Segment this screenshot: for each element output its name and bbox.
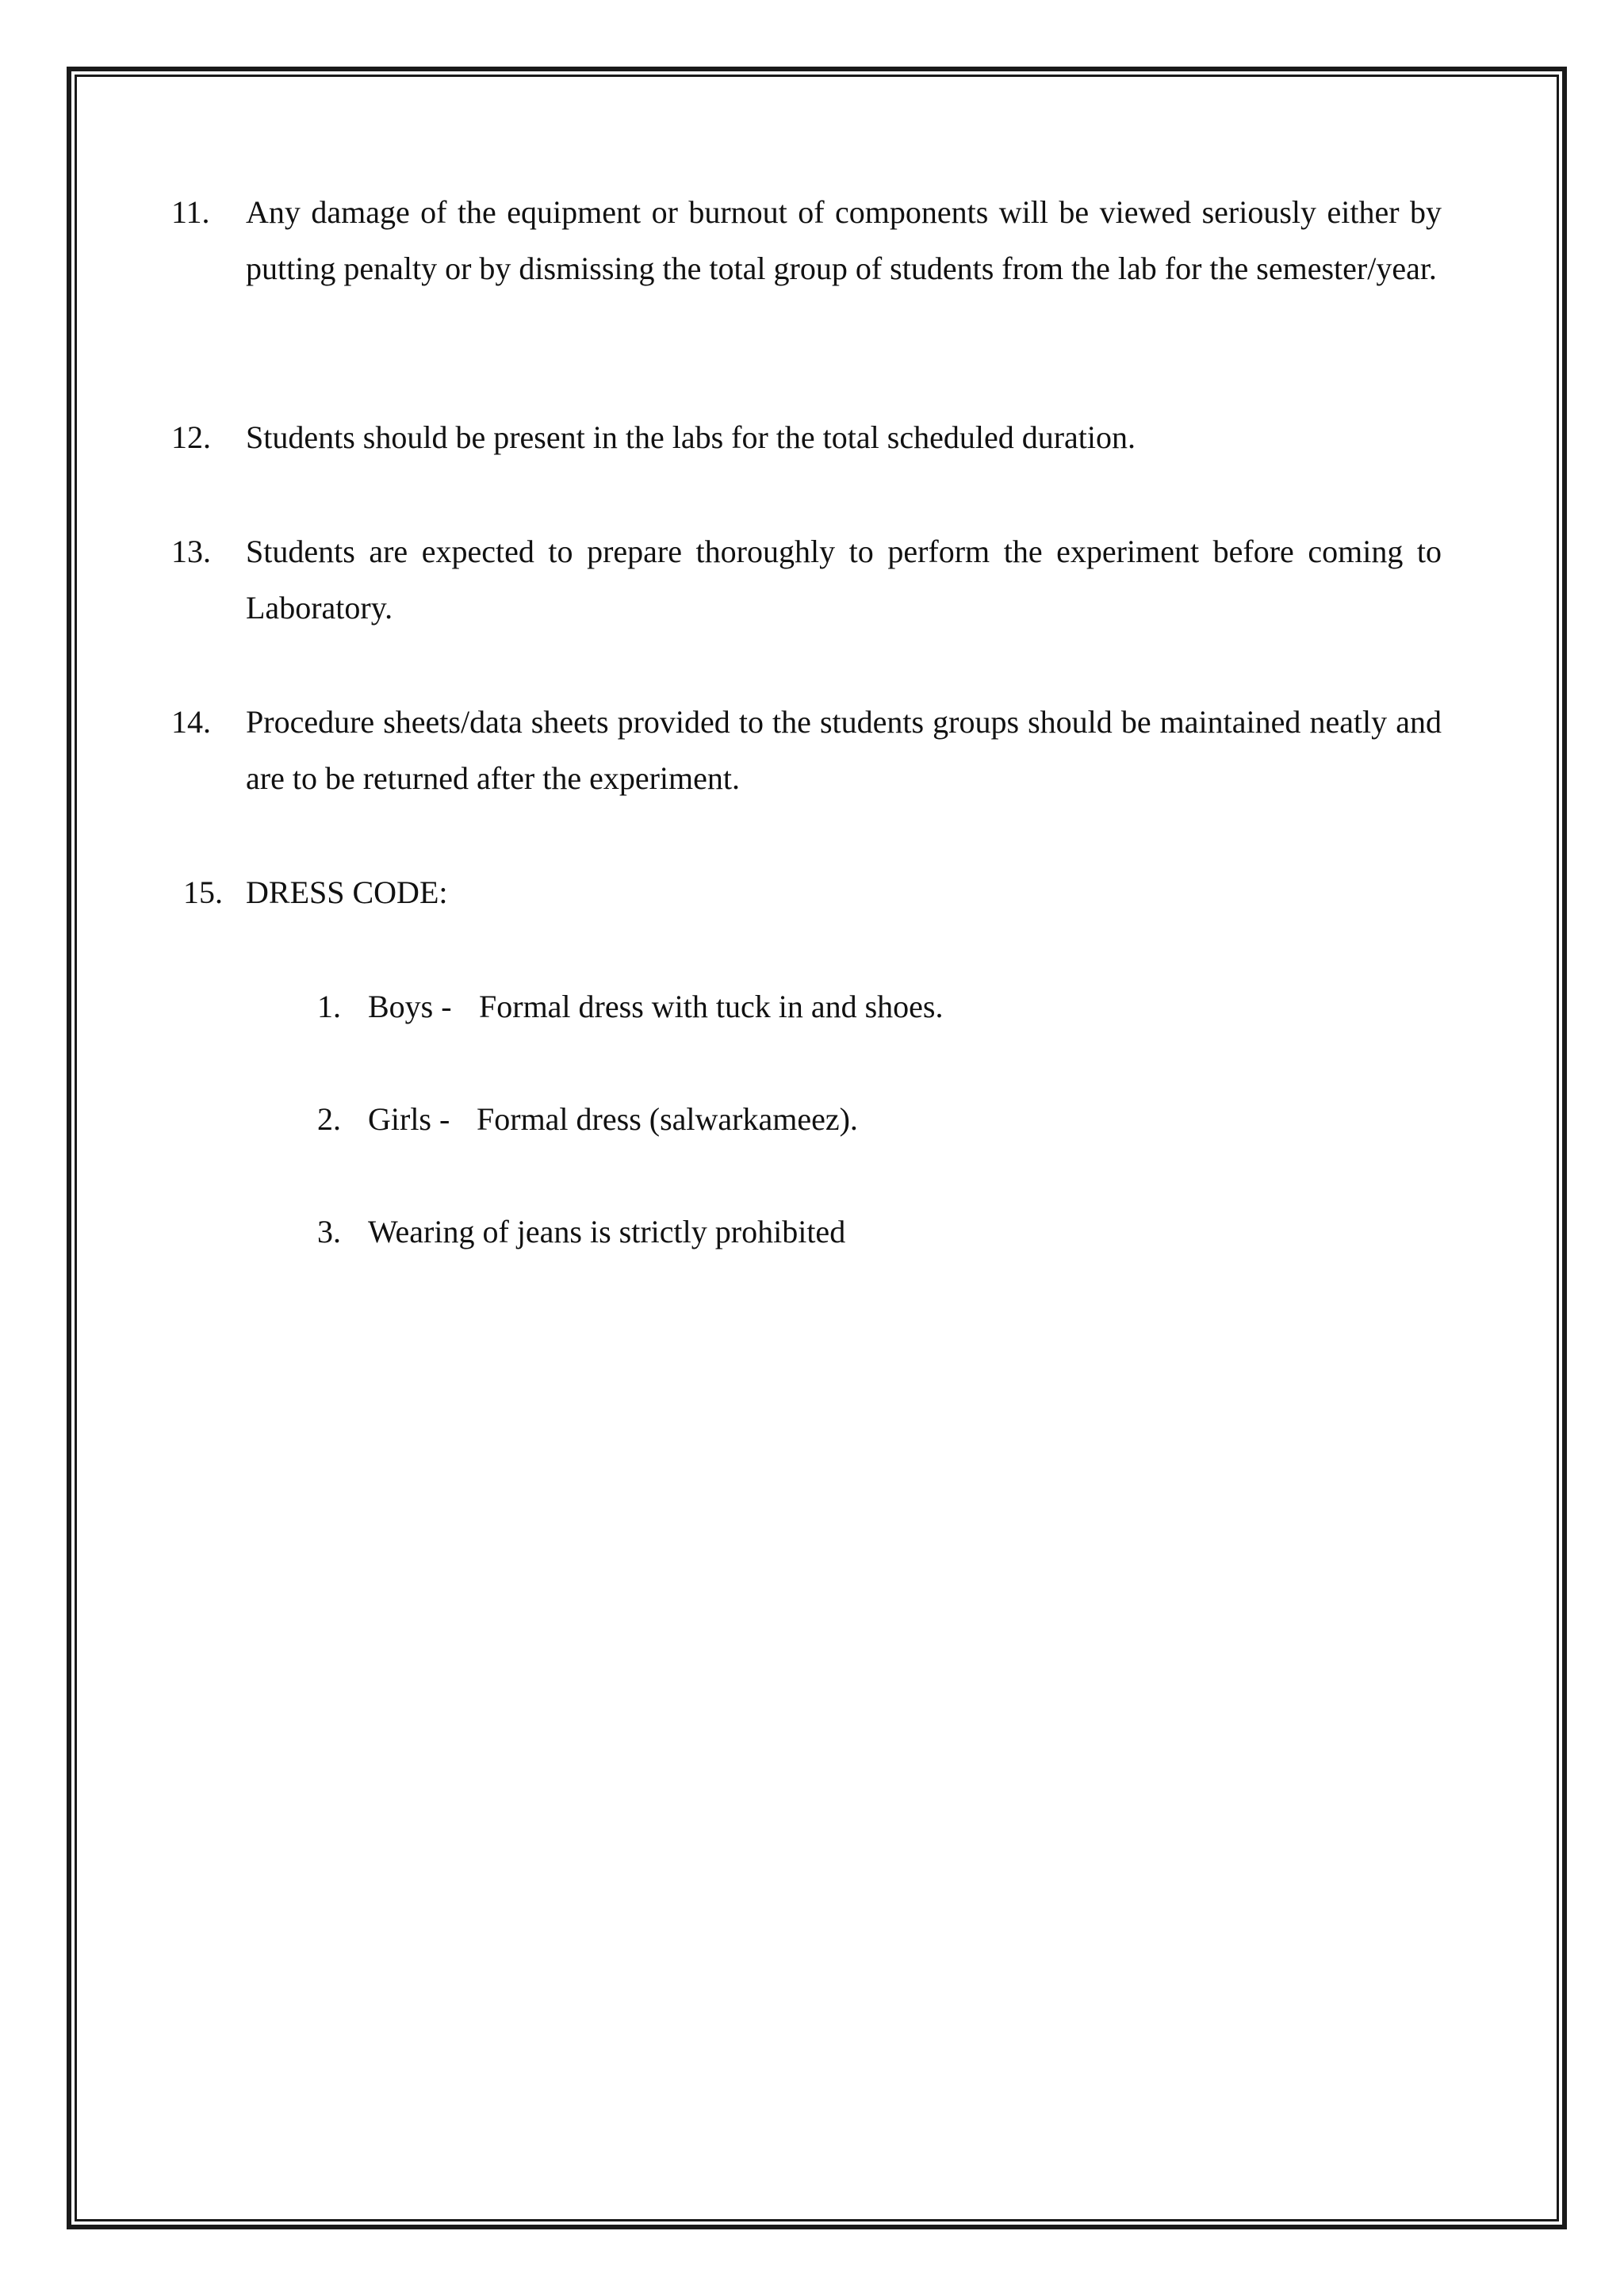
dress-code-heading: DRESS CODE:	[246, 874, 448, 910]
rule-number: 12.	[171, 419, 211, 455]
rule-number: 14.	[171, 704, 211, 740]
dress-code-description: Formal dress (salwarkameez).	[477, 1101, 858, 1137]
dress-code-label: Girls -	[368, 1101, 450, 1137]
rule-text: Students should be present in the labs for the total scheduled duration.	[246, 419, 1136, 455]
dress-code-number: 2.	[317, 1101, 341, 1137]
rule-number: 13.	[171, 534, 211, 569]
dress-code-label: Wearing of jeans is strictly prohibited	[368, 1214, 846, 1249]
dress-code-label: Boys -	[368, 989, 452, 1024]
rule-text: Students are expected to prepare thoroughly to perform the experiment before coming to Laboratory.	[246, 534, 1442, 626]
dress-code-number: 1.	[317, 989, 341, 1024]
rule-text: Procedure sheets/data sheets provided to the students groups should be maintained neatly and are to be returned after the experiment.	[246, 704, 1442, 796]
dress-code-description: Formal dress with tuck in and shoes.	[479, 989, 944, 1024]
dress-code-number: 3.	[317, 1214, 341, 1249]
rule-number: 11.	[171, 194, 210, 230]
rule-number: 15.	[183, 874, 223, 910]
rule-text: Any damage of the equipment or burnout of components will be viewed seriously either by putting penalty or by dismissing the total group of students from the lab for the semester/year.	[246, 194, 1442, 286]
